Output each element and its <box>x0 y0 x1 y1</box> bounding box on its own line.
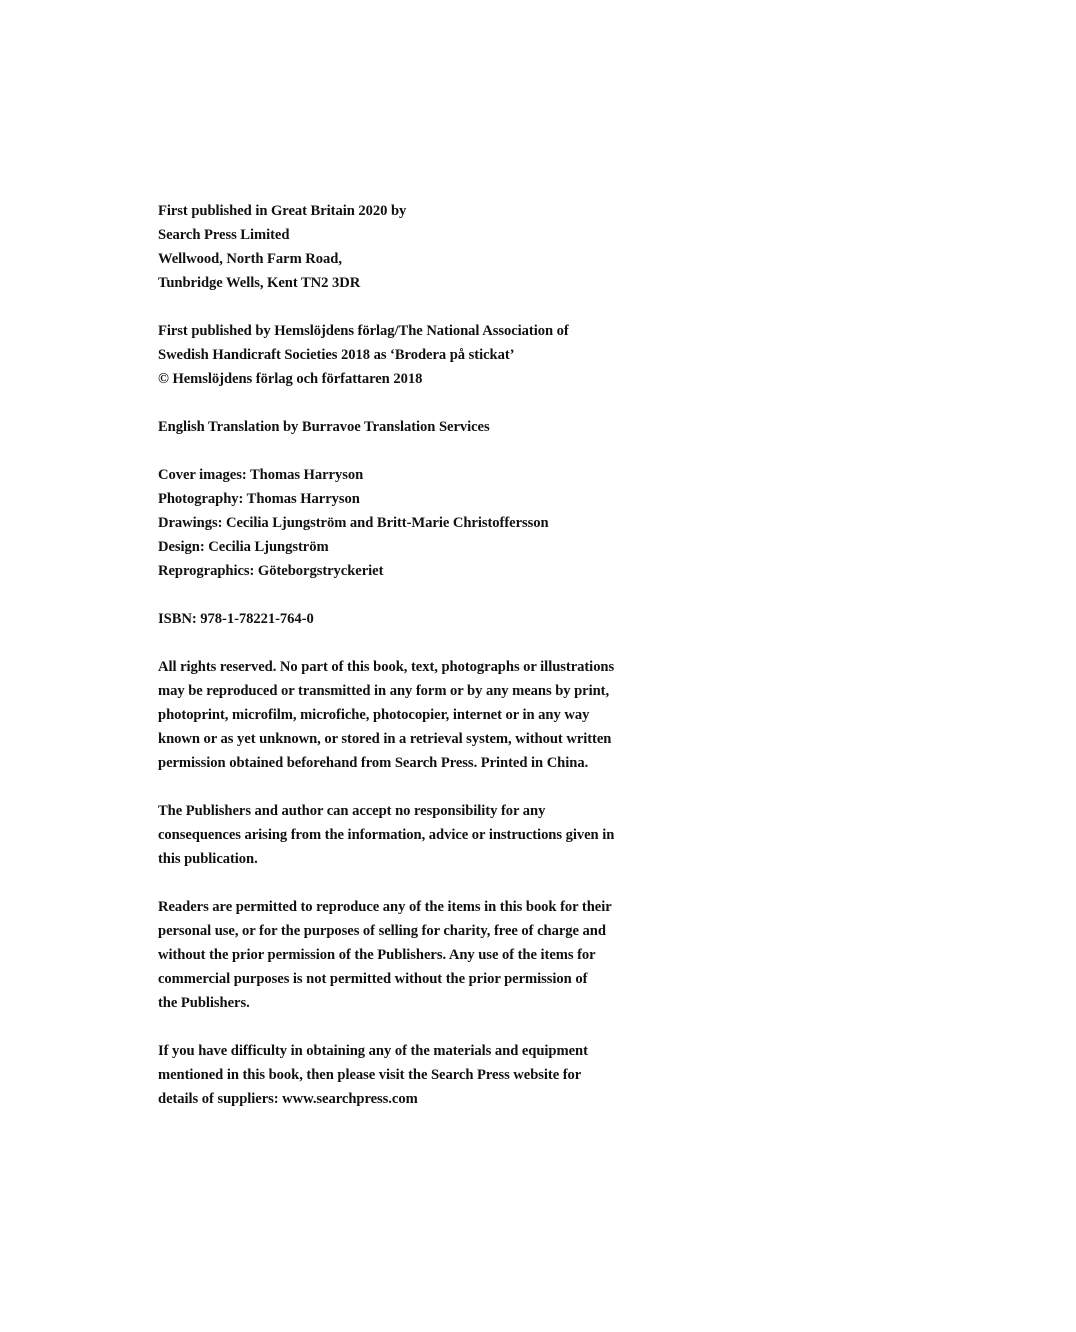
translation-block <box>158 415 678 439</box>
suppliers-block <box>158 1039 678 1111</box>
credit-cover-images: Cover images: Thomas Harryson <box>158 467 364 483</box>
rights-block <box>158 655 678 775</box>
suppliers-line: If you have difficulty in obtaining any of the materials and equipment <box>158 1043 588 1059</box>
credit-design: Design: Cecilia Ljungström <box>158 539 329 555</box>
publisher-address-line: Wellwood, North Farm Road, <box>158 251 342 267</box>
disclaimer-line: The Publishers and author can accept no responsibility for any <box>158 803 546 819</box>
credit-drawings: Drawings: Cecilia Ljungström and Britt-Marie Christoffersson <box>158 515 549 531</box>
suppliers-line: details of suppliers: www.searchpress.com <box>158 1091 418 1107</box>
rights-line: All rights reserved. No part of this book, text, photographs or illustrations <box>158 659 615 675</box>
suppliers-line: mentioned in this book, then please visit the Search Press website for <box>158 1067 582 1083</box>
isbn: ISBN: 978-1-78221-764-0 <box>158 611 314 627</box>
rights-line: permission obtained beforehand from Search Press. Printed in China. <box>158 755 589 771</box>
credit-reprographics: Reprographics: Göteborgstryckeriet <box>158 563 384 579</box>
permission-line: without the prior permission of the Publishers. Any use of the items for <box>158 947 596 963</box>
disclaimer-line: this publication. <box>158 851 258 867</box>
copyright-notice: © Hemslöjdens förlag och författaren 2018 <box>158 371 423 387</box>
publisher-name: Search Press Limited <box>158 227 290 243</box>
original-edition-block <box>158 319 678 391</box>
permission-line: Readers are permitted to reproduce any of the items in this book for their <box>158 899 612 915</box>
translation-credit: English Translation by Burravoe Translation Services <box>158 419 490 435</box>
credits-block <box>158 463 678 583</box>
publisher-block <box>158 199 678 295</box>
isbn-block <box>158 607 678 631</box>
publisher-line: First published in Great Britain 2020 by <box>158 203 407 219</box>
disclaimer-block <box>158 799 678 871</box>
copyright-page <box>158 199 678 1135</box>
permission-line: the Publishers. <box>158 995 250 1011</box>
permission-line: commercial purposes is not permitted without the prior permission of <box>158 971 588 987</box>
rights-line: may be reproduced or transmitted in any form or by any means by print, <box>158 683 610 699</box>
disclaimer-line: consequences arising from the information, advice or instructions given in <box>158 827 615 843</box>
rights-line: photoprint, microfilm, microfiche, photocopier, internet or in any way <box>158 707 590 723</box>
original-edition-line: Swedish Handicraft Societies 2018 as ‘Brodera på stickat’ <box>158 347 515 363</box>
original-edition-line: First published by Hemslöjdens förlag/The National Association of <box>158 323 569 339</box>
rights-line: known or as yet unknown, or stored in a retrieval system, without written <box>158 731 612 747</box>
reproduction-permission-block <box>158 895 678 1015</box>
permission-line: personal use, or for the purposes of selling for charity, free of charge and <box>158 923 606 939</box>
credit-photography: Photography: Thomas Harryson <box>158 491 360 507</box>
publisher-address-line: Tunbridge Wells, Kent TN2 3DR <box>158 275 361 291</box>
